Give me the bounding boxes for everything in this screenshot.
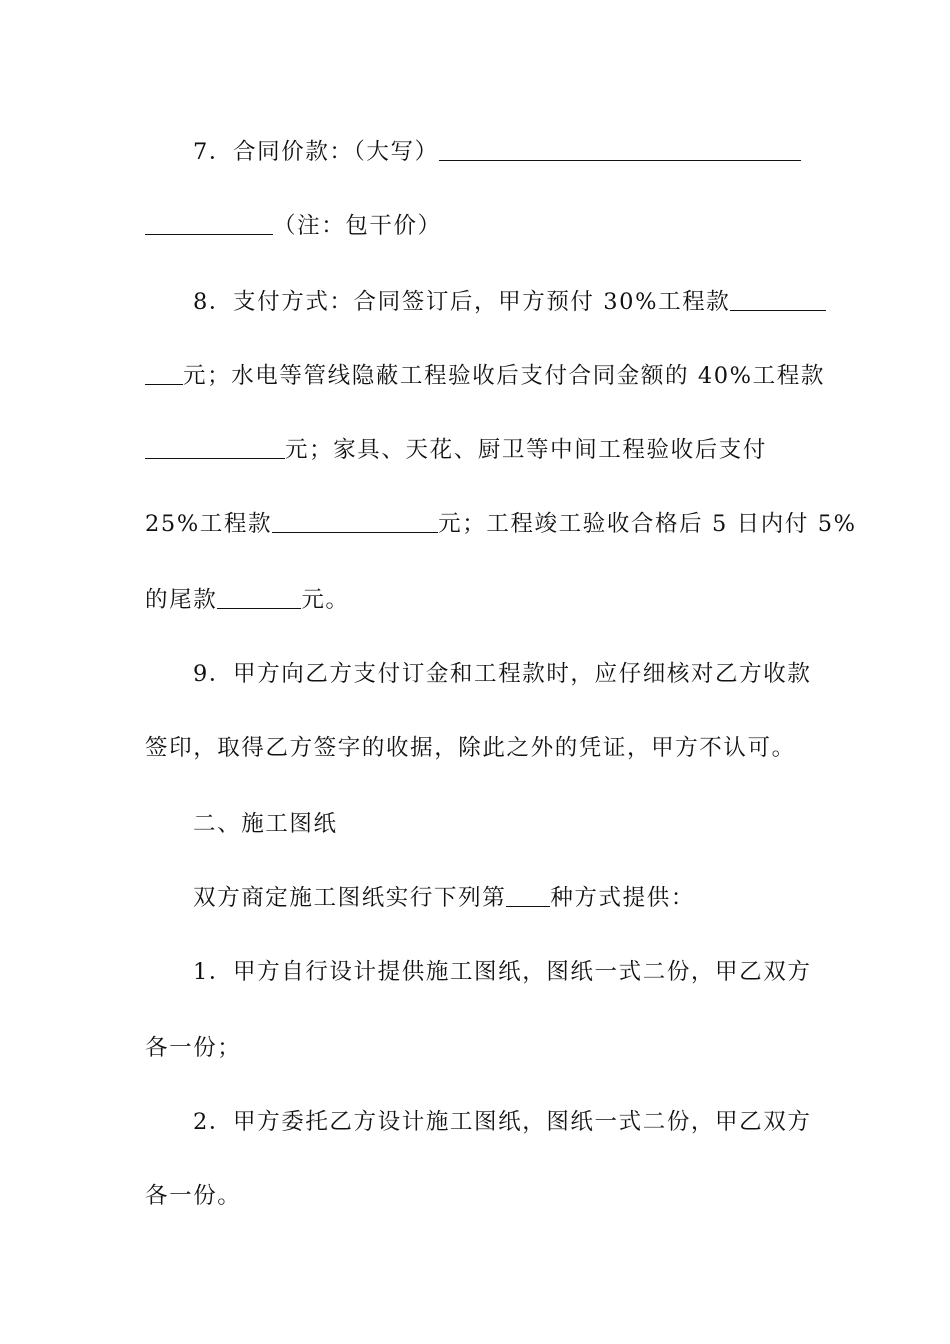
item8-line1 bbox=[193, 282, 807, 322]
item7-line2 bbox=[145, 206, 807, 246]
item9-line2 bbox=[145, 728, 807, 768]
item8-line3-text: 元；家具、天花、厨卫等中间工程验收后支付 bbox=[285, 437, 768, 463]
prepay-amount-blank-cont[interactable] bbox=[145, 358, 183, 385]
item7-suffix: （注：包干价） bbox=[273, 213, 442, 239]
item8-line4 bbox=[145, 504, 857, 544]
item7-line1 bbox=[193, 132, 807, 172]
item8-line5-prefix: 的尾款 bbox=[145, 587, 218, 613]
item9-line1-text: 9．甲方向乙方支付订金和工程款时，应仔细核对乙方收款 bbox=[193, 661, 812, 687]
section2-intro-prefix: 双方商定施工图纸实行下列第 bbox=[193, 885, 507, 911]
item8-line2 bbox=[145, 356, 825, 396]
section2-intro-suffix: 种方式提供： bbox=[550, 885, 695, 911]
item9-line1 bbox=[193, 654, 812, 694]
section2-heading-text: 二、施工图纸 bbox=[193, 811, 338, 837]
option1-line2 bbox=[145, 1028, 807, 1068]
option2-line1 bbox=[193, 1102, 812, 1142]
item8-line5-suffix: 元。 bbox=[301, 587, 350, 613]
section2-intro bbox=[193, 878, 807, 918]
item8-line5 bbox=[145, 580, 807, 620]
option1-line2-text: 各一份； bbox=[145, 1035, 242, 1061]
option1-line1 bbox=[193, 952, 812, 992]
hidden-works-amount-blank[interactable] bbox=[145, 432, 285, 459]
section2-heading bbox=[193, 804, 807, 844]
option2-line2 bbox=[145, 1176, 807, 1216]
item8-line1-text: 8．支付方式：合同签订后，甲方预付 30%工程款 bbox=[193, 289, 731, 315]
item9-line2-text: 签印，取得乙方签字的收据，除此之外的凭证，甲方不认可。 bbox=[145, 735, 796, 761]
option2-line1-text: 2．甲方委托乙方设计施工图纸，图纸一式二份，甲乙双方 bbox=[193, 1109, 812, 1135]
item7-prefix: 7．合同价款：（大写） bbox=[193, 139, 439, 165]
option2-line2-text: 各一份。 bbox=[145, 1183, 242, 1209]
method-choice-blank[interactable] bbox=[506, 880, 550, 907]
item8-line2-text: 元；水电等管线隐蔽工程验收后支付合同金额的 40%工程款 bbox=[183, 363, 825, 389]
item8-line4-prefix: 25%工程款 bbox=[145, 511, 273, 537]
final-payment-amount-blank[interactable] bbox=[217, 582, 301, 609]
contract-price-blank[interactable] bbox=[439, 134, 801, 161]
item8-line3 bbox=[145, 430, 807, 470]
option1-line1-text: 1．甲方自行设计提供施工图纸，图纸一式二份，甲乙双方 bbox=[193, 959, 812, 985]
contract-price-blank-cont[interactable] bbox=[145, 208, 273, 235]
item8-line4-suffix: 元；工程竣工验收合格后 5 日内付 5% bbox=[438, 511, 857, 537]
prepay-amount-blank[interactable] bbox=[730, 284, 826, 311]
intermediate-works-amount-blank[interactable] bbox=[272, 506, 438, 533]
